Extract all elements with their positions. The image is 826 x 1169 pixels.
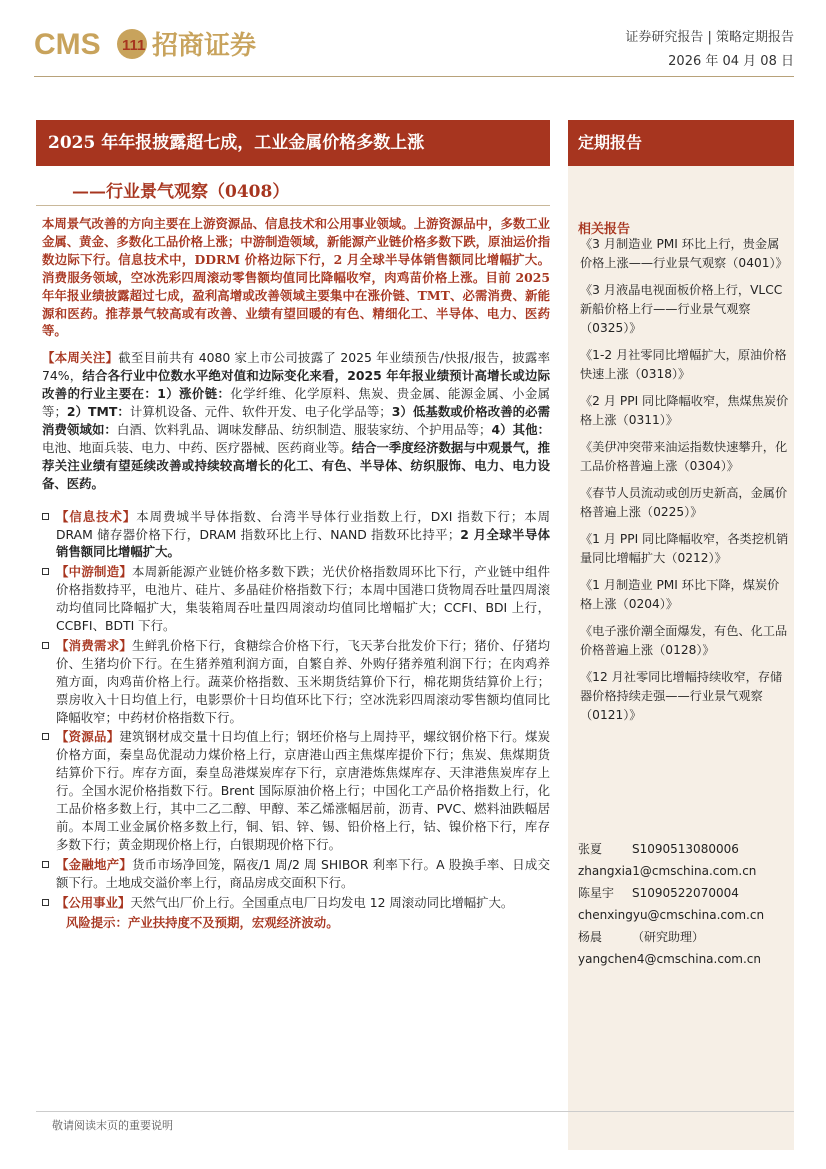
company-logo <box>34 24 294 64</box>
footer-divider <box>36 1111 794 1112</box>
author-row <box>578 882 788 904</box>
bullet-resources: 【资源品】建筑钢材成交量十日均值上行；钢坯价格与上周持平，螺纹钢价格下行。煤炭价格方面，秦皇岛优混动力煤价格上行，京唐港山西主焦煤库提价下行；焦炭、焦煤期货结算价下行。库存方面，秦皇岛港煤炭库存下行，京唐港炼焦煤库存、天津港焦炭库存上行。全国水泥价格指数下行。Brent 国际原油价格上行；中国化工产品价格指数上行，化工品价格多数上行，其中二乙二醇、甲醇、苯乙烯涨幅居前，沥青、PVC、燃料油跌幅居前。本周工业金属价格多数上行，铜、铝、锌、锡、铅价格上行，钴、镍价格下行，库存多数下行；黄金期现价格上行，白银期现价格下行。 <box>42 728 550 853</box>
main-content <box>42 215 550 931</box>
focus-paragraph: 【本周关注】截至目前共有 4080 家上市公司披露了 2025 年业绩预告/快报/报告，披露率 74%，结合各行业中位数水平绝对值和边际变化来看，2025 年年报业绩预计高增长或边际改善的行业主要在：1）涨价链：化学纤维、化学原料、焦炭、贵金属、能源金属、小金属等；2）TMT：计算机设备、元件、软件开发、电子化学品等；3）低基数或价格改善的必需消费领域如：白酒、饮料乳品、调味发酵品、纺织制造、服装家纺、个护用品等；4）其他：电池、地面兵装、电力、中药、医疗器械、医药商业等。结合一季度经济数据与中观景气，推荐关注业绩有望延续改善或持续较高增长的化工、有色、半导体、纺织服饰、电力、电力设备、医药。 <box>42 350 551 491</box>
logo-cms-text: CMS <box>34 28 101 61</box>
author-name: 张夏 <box>578 842 603 856</box>
logo-graphic <box>34 24 294 64</box>
checkbox-bullet-icon <box>42 899 49 906</box>
report-type: 证券研究报告 | 策略定期报告 <box>625 30 794 45</box>
bullet-consumer: 【消费需求】生鲜乳价格下行，食糖综合价格下行，飞天茅台批发价下行；猪价、仔猪均价、生猪均价下行。在生猪养殖利润方面，自繁自养、外购仔猪养殖利润下行；在肉鸡养殖方面，肉鸡苗价格上行。蔬菜价格指数、玉米期货结算价下行，棉花期货结算价上行；票房收入十日均值上行，电影票价十日均值环比下行；空冰洗彩四周滚动零售额均值同比降幅收窄；中药材价格指数下行。 <box>42 637 550 727</box>
related-heading: 相关报告 <box>578 222 631 237</box>
focus-tag: 【本周关注】 <box>42 350 119 366</box>
author-id: S1090522070004 <box>632 886 739 900</box>
related-item[interactable]: 《2 月 PPI 同比降幅收窄，焦煤焦炭价格上涨（0311）》 <box>580 394 789 427</box>
report-subtitle: ——行业景气观察（0408） <box>72 182 290 202</box>
related-item[interactable]: 《3 月制造业 PMI 环比上行，贵金属价格上涨——行业景气观察（0401）》 <box>580 237 788 270</box>
checkbox-bullet-icon <box>42 642 49 649</box>
related-item[interactable]: 《1 月 PPI 同比降幅收窄，各类挖机销量同比增幅扩大（0212）》 <box>580 532 789 565</box>
svg-text:111: 111 <box>122 37 146 54</box>
report-date: 2026 年 04 月 08 日 <box>668 54 794 69</box>
related-list <box>580 235 790 733</box>
side-title: 定期报告 <box>568 120 794 166</box>
header-divider <box>34 76 794 77</box>
bullet-midstream: 【中游制造】本周新能源产业链价格多数下跌；光伏价格指数周环比下行，产业链中组件价格指数持平，电池片、硅片、多晶硅价格指数下行；本周中国港口货物周吞吐量四周滚动均值同比降幅扩大，集装箱周吞吐量四周滚动均值同比增幅扩大；CCFI、BDI 上行，CCBFI、BDTI 下行。 <box>42 563 550 635</box>
checkbox-bullet-icon <box>42 568 49 575</box>
author-id: S1090513080006 <box>632 842 739 856</box>
summary-paragraph: 本周景气改善的方向主要在上游资源品、信息技术和公用事业领域。上游资源品中，多数工业金属、黄金、多数化工品价格上涨；中游制造领域，新能源产业链价格多数下跌，原油运价指数边际下行。信息技术中，DDRM 价格边际下行，2 月全球半导体销售额同比增幅扩大。消费服务领域，空冰洗彩四周滚动零售额均值同比降幅收窄，肉鸡苗价格上涨。目前 2025 年年报业绩披露超过七成，盈利高增或改善领域主要集中在涨价链、TMT、必需消费、新能源和医药。推荐景气较高或有改善、业绩有望回暖的有色、精细化工、半导体、电力、医药等。 <box>42 216 551 339</box>
risk-warning: 风险提示：产业扶持度不及预期，宏观经济波动。 <box>66 914 339 930</box>
related-item[interactable]: 《3 月液晶电视面板价格上行，VLCC 新船价格上行——行业景气观察（0325）》 <box>580 283 783 335</box>
author-email[interactable]: zhangxia1@cmschina.com.cn <box>578 864 757 878</box>
author-row <box>578 926 788 948</box>
checkbox-bullet-icon <box>42 733 49 740</box>
footer-note: 敬请阅读末页的重要说明 <box>52 1119 173 1132</box>
author-id: （研究助理） <box>632 930 705 944</box>
related-item[interactable]: 《春节人员流动或创历史新高，金属价格普遍上涨（0225）》 <box>580 486 788 519</box>
title-divider <box>36 205 550 206</box>
related-item[interactable]: 《美伊冲突带来油运指数快速攀升，化工品价格普遍上涨（0304）》 <box>580 440 788 473</box>
report-title: 2025 年年报披露超七成，工业金属价格多数上涨 <box>36 120 550 166</box>
checkbox-bullet-icon <box>42 861 49 868</box>
author-name: 陈星宇 <box>578 886 615 900</box>
checkbox-bullet-icon <box>42 513 49 520</box>
author-name: 杨晨 <box>578 930 603 944</box>
bullet-finance: 【金融地产】货币市场净回笼，隔夜/1 周/2 周 SHIBOR 利率下行。A 股换手率、日成交额下行。土地成交溢价率上行，商品房成交面积下行。 <box>42 856 550 892</box>
related-item[interactable]: 《1 月制造业 PMI 环比下降，煤炭价格上涨（0204）》 <box>580 578 780 611</box>
bullet-utilities: 【公用事业】天然气出厂价上行。全国重点电厂日均发电 12 周滚动同比增幅扩大。 <box>42 894 550 912</box>
author-row <box>578 838 788 860</box>
related-item[interactable]: 《电子涨价潮全面爆发，有色、化工品价格普遍上涨（0128）》 <box>580 624 788 657</box>
related-item[interactable]: 《12 月社零同比增幅持续收窄，存储器价格持续走强——行业景气观察（0121）》 <box>580 670 783 722</box>
related-item[interactable]: 《1-2 月社零同比增幅扩大，原油价格快速上涨（0318）》 <box>580 348 787 381</box>
bullet-info-tech: 【信息技术】本周费城半导体指数、台湾半导体行业指数上行，DXI 指数下行；本周 DRAM 储存器价格下行，DRAM 指数环比上行、NAND 指数环比持平；2 月全球半导体销售额同比增幅扩大。 <box>42 508 550 562</box>
logo-cn-text: 招商证券 <box>152 31 257 61</box>
authors-block <box>578 838 788 970</box>
author-email[interactable]: yangchen4@cmschina.com.cn <box>578 952 761 966</box>
author-email[interactable]: chenxingyu@cmschina.com.cn <box>578 908 765 922</box>
